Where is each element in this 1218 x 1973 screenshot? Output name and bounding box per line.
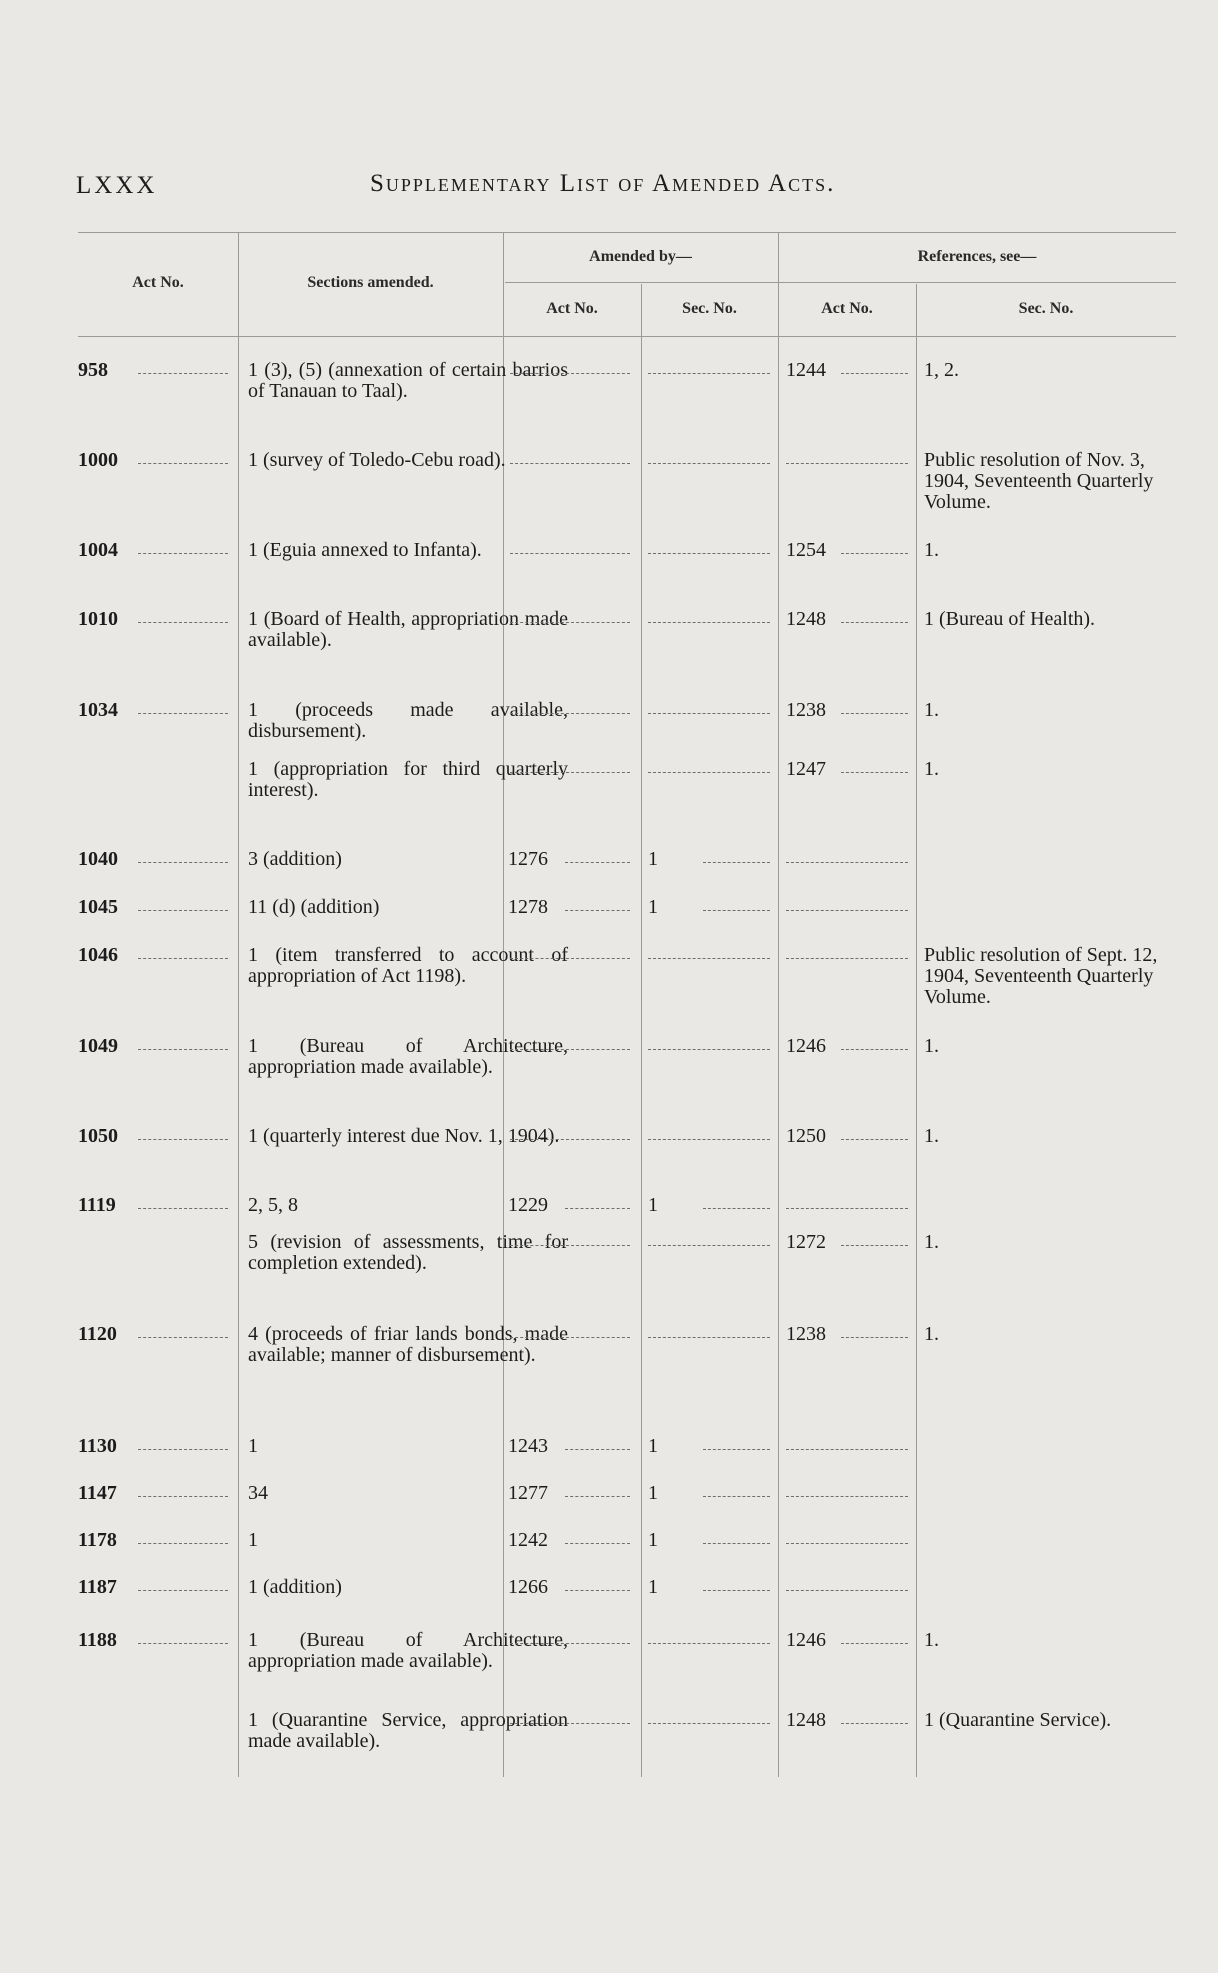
- column-rule-ref-act: [916, 284, 917, 1777]
- amended-act: 1276: [508, 848, 548, 870]
- header-amended-sec-no: Sec. No.: [682, 300, 737, 317]
- ref-act: 1238: [786, 1323, 826, 1345]
- leader-dots: [841, 373, 908, 374]
- section-amended: 1 (Bureau of Architecture, appropriation made available).: [248, 1629, 568, 1672]
- leader-dots: [648, 622, 770, 623]
- section-amended: 4 (proceeds of friar lands bonds, made available; manner of disbursement).: [248, 1323, 568, 1366]
- leader-dots: [786, 1208, 908, 1209]
- leader-dots: [703, 1208, 770, 1209]
- leader-dots: [703, 1543, 770, 1544]
- amended-sec: 1: [648, 1435, 658, 1457]
- leader-dots: [703, 862, 770, 863]
- leader-dots: [510, 958, 630, 959]
- leader-dots: [786, 1449, 908, 1450]
- ref-act: 1238: [786, 699, 826, 721]
- section-amended: 3 (addition): [248, 848, 342, 870]
- leader-dots: [565, 1590, 630, 1591]
- leader-dots: [510, 1245, 630, 1246]
- column-rule-amended-act: [641, 284, 642, 1777]
- leader-dots: [138, 862, 228, 863]
- leader-dots: [786, 1496, 908, 1497]
- leader-dots: [648, 772, 770, 773]
- leader-dots: [648, 958, 770, 959]
- act-number: 1178: [78, 1529, 117, 1551]
- section-amended: 1: [248, 1529, 258, 1551]
- section-amended: 2, 5, 8: [248, 1194, 298, 1216]
- amended-sec: 1: [648, 896, 658, 918]
- ref-sec: 1.: [924, 539, 939, 561]
- leader-dots: [565, 910, 630, 911]
- ref-sec: 1.: [924, 1035, 939, 1057]
- section-amended: 1 (proceeds made available, disbursement).: [248, 699, 568, 742]
- amended-acts-table: [78, 232, 1176, 1777]
- header-ref-act-no: Act No.: [821, 300, 873, 317]
- subheader-rule: [505, 282, 1176, 283]
- leader-dots: [703, 910, 770, 911]
- leader-dots: [703, 1590, 770, 1591]
- ref-act: 1272: [786, 1231, 826, 1253]
- amended-sec: 1: [648, 848, 658, 870]
- header-act-no: Act No.: [132, 274, 184, 291]
- section-amended: 1 (appropriation for third quarterly interest).: [248, 758, 568, 801]
- ref-act: 1246: [786, 1035, 826, 1057]
- leader-dots: [510, 713, 630, 714]
- leader-dots: [510, 553, 630, 554]
- ref-sec: 1, 2.: [924, 359, 959, 381]
- section-amended: 1 (Bureau of Architecture, appropriation made available).: [248, 1035, 568, 1078]
- act-number: 1050: [78, 1125, 118, 1147]
- leader-dots: [786, 910, 908, 911]
- leader-dots: [138, 1590, 228, 1591]
- ref-sec: Public resolution of Sept. 12, 1904, Seventeenth Quarterly Volume.: [924, 944, 1158, 1008]
- header-amended-by: Amended by—: [589, 248, 692, 265]
- page-title: Supplementary List of Amended Acts.: [370, 170, 836, 197]
- leader-dots: [138, 1139, 228, 1140]
- column-rule-amended-sec: [778, 232, 779, 1777]
- ref-act: 1247: [786, 758, 826, 780]
- ref-act: 1250: [786, 1125, 826, 1147]
- table-top-rule: [78, 232, 1176, 233]
- ref-sec: 1.: [924, 1125, 939, 1147]
- leader-dots: [138, 1449, 228, 1450]
- ref-sec: 1 (Bureau of Health).: [924, 608, 1096, 630]
- section-amended: 1: [248, 1435, 258, 1457]
- header-amended-act-no: Act No.: [546, 300, 598, 317]
- leader-dots: [138, 1049, 228, 1050]
- act-number: 1187: [78, 1576, 117, 1598]
- header-references: References, see—: [917, 248, 1037, 265]
- leader-dots: [565, 1496, 630, 1497]
- leader-dots: [565, 1208, 630, 1209]
- amended-act: 1278: [508, 896, 548, 918]
- act-number: 1010: [78, 608, 118, 630]
- leader-dots: [565, 1543, 630, 1544]
- section-amended: 1 (Eguia annexed to Infanta).: [248, 539, 482, 561]
- act-number: 1119: [78, 1194, 116, 1216]
- ref-act: 1248: [786, 1709, 826, 1731]
- leader-dots: [510, 1337, 630, 1338]
- ref-sec: 1.: [924, 758, 939, 780]
- column-rule-act: [238, 232, 239, 1777]
- leader-dots: [138, 713, 228, 714]
- leader-dots: [138, 553, 228, 554]
- amended-act: 1266: [508, 1576, 548, 1598]
- section-amended: 1 (addition): [248, 1576, 342, 1598]
- section-amended: 1 (quarterly interest due Nov. 1, 1904).: [248, 1125, 560, 1147]
- leader-dots: [841, 553, 908, 554]
- leader-dots: [841, 1337, 908, 1338]
- leader-dots: [648, 713, 770, 714]
- act-number: 1045: [78, 896, 118, 918]
- leader-dots: [786, 463, 908, 464]
- header-ref-sec-no: Sec. No.: [1018, 300, 1074, 317]
- leader-dots: [510, 373, 630, 374]
- leader-dots: [648, 1049, 770, 1050]
- leader-dots: [510, 1723, 630, 1724]
- leader-dots: [138, 910, 228, 911]
- leader-dots: [841, 1049, 908, 1050]
- section-amended: 1 (item transferred to account of appropriation of Act 1198).: [248, 944, 568, 987]
- header-sections-amended: Sections amended.: [307, 274, 434, 291]
- act-number: 1034: [78, 699, 118, 721]
- ref-sec: Public resolution of Nov. 3, 1904, Seventeenth Quarterly Volume.: [924, 449, 1154, 513]
- page-number: LXXX: [76, 172, 158, 199]
- amended-sec: 1: [648, 1576, 658, 1598]
- leader-dots: [648, 1643, 770, 1644]
- amended-act: 1243: [508, 1435, 548, 1457]
- amended-act: 1242: [508, 1529, 548, 1551]
- leader-dots: [648, 1139, 770, 1140]
- leader-dots: [565, 862, 630, 863]
- leader-dots: [648, 1337, 770, 1338]
- act-number: 958: [78, 359, 108, 381]
- act-number: 1046: [78, 944, 118, 966]
- section-amended: 1 (Quarantine Service, appropriation made available).: [248, 1709, 568, 1752]
- leader-dots: [138, 1643, 228, 1644]
- ref-sec: 1.: [924, 1629, 939, 1651]
- act-number: 1004: [78, 539, 118, 561]
- leader-dots: [138, 1337, 228, 1338]
- section-amended: 11 (d) (addition): [248, 896, 380, 918]
- leader-dots: [138, 1208, 228, 1209]
- ref-act: 1248: [786, 608, 826, 630]
- leader-dots: [841, 772, 908, 773]
- section-amended: 5 (revision of assessments, time for completion extended).: [248, 1231, 568, 1274]
- act-number: 1130: [78, 1435, 117, 1457]
- amended-sec: 1: [648, 1529, 658, 1551]
- leader-dots: [703, 1496, 770, 1497]
- ref-sec: 1.: [924, 1323, 939, 1345]
- amended-act: 1229: [508, 1194, 548, 1216]
- leader-dots: [648, 553, 770, 554]
- header-bottom-rule: [78, 336, 1176, 337]
- leader-dots: [138, 1543, 228, 1544]
- act-number: 1120: [78, 1323, 117, 1345]
- leader-dots: [841, 713, 908, 714]
- leader-dots: [841, 1723, 908, 1724]
- ref-act: 1246: [786, 1629, 826, 1651]
- leader-dots: [138, 463, 228, 464]
- amended-sec: 1: [648, 1482, 658, 1504]
- leader-dots: [841, 622, 908, 623]
- leader-dots: [510, 772, 630, 773]
- ref-sec: 1.: [924, 1231, 939, 1253]
- section-amended: 1 (Board of Health, appropriation made available).: [248, 608, 568, 651]
- act-number: 1000: [78, 449, 118, 471]
- leader-dots: [841, 1245, 908, 1246]
- leader-dots: [510, 622, 630, 623]
- leader-dots: [786, 1543, 908, 1544]
- act-number: 1040: [78, 848, 118, 870]
- leader-dots: [138, 373, 228, 374]
- amended-sec: 1: [648, 1194, 658, 1216]
- leader-dots: [510, 1049, 630, 1050]
- amended-act: 1277: [508, 1482, 548, 1504]
- leader-dots: [648, 373, 770, 374]
- ref-sec: 1 (Quarantine Service).: [924, 1709, 1112, 1731]
- leader-dots: [510, 1643, 630, 1644]
- leader-dots: [648, 1245, 770, 1246]
- leader-dots: [138, 1496, 228, 1497]
- act-number: 1049: [78, 1035, 118, 1057]
- leader-dots: [510, 463, 630, 464]
- act-number: 1188: [78, 1629, 117, 1651]
- ref-act: 1244: [786, 359, 826, 381]
- leader-dots: [703, 1449, 770, 1450]
- leader-dots: [648, 1723, 770, 1724]
- leader-dots: [138, 622, 228, 623]
- leader-dots: [648, 463, 770, 464]
- section-amended: 1 (3), (5) (annexation of certain barrios of Tanauan to Taal).: [248, 359, 568, 402]
- leader-dots: [138, 958, 228, 959]
- section-amended: 34: [248, 1482, 268, 1504]
- ref-act: 1254: [786, 539, 826, 561]
- leader-dots: [786, 862, 908, 863]
- section-amended: 1 (survey of Toledo-Cebu road).: [248, 449, 506, 471]
- leader-dots: [786, 958, 908, 959]
- ref-sec: 1.: [924, 699, 939, 721]
- leader-dots: [786, 1590, 908, 1591]
- leader-dots: [841, 1643, 908, 1644]
- act-number: 1147: [78, 1482, 117, 1504]
- leader-dots: [565, 1449, 630, 1450]
- leader-dots: [841, 1139, 908, 1140]
- leader-dots: [510, 1139, 630, 1140]
